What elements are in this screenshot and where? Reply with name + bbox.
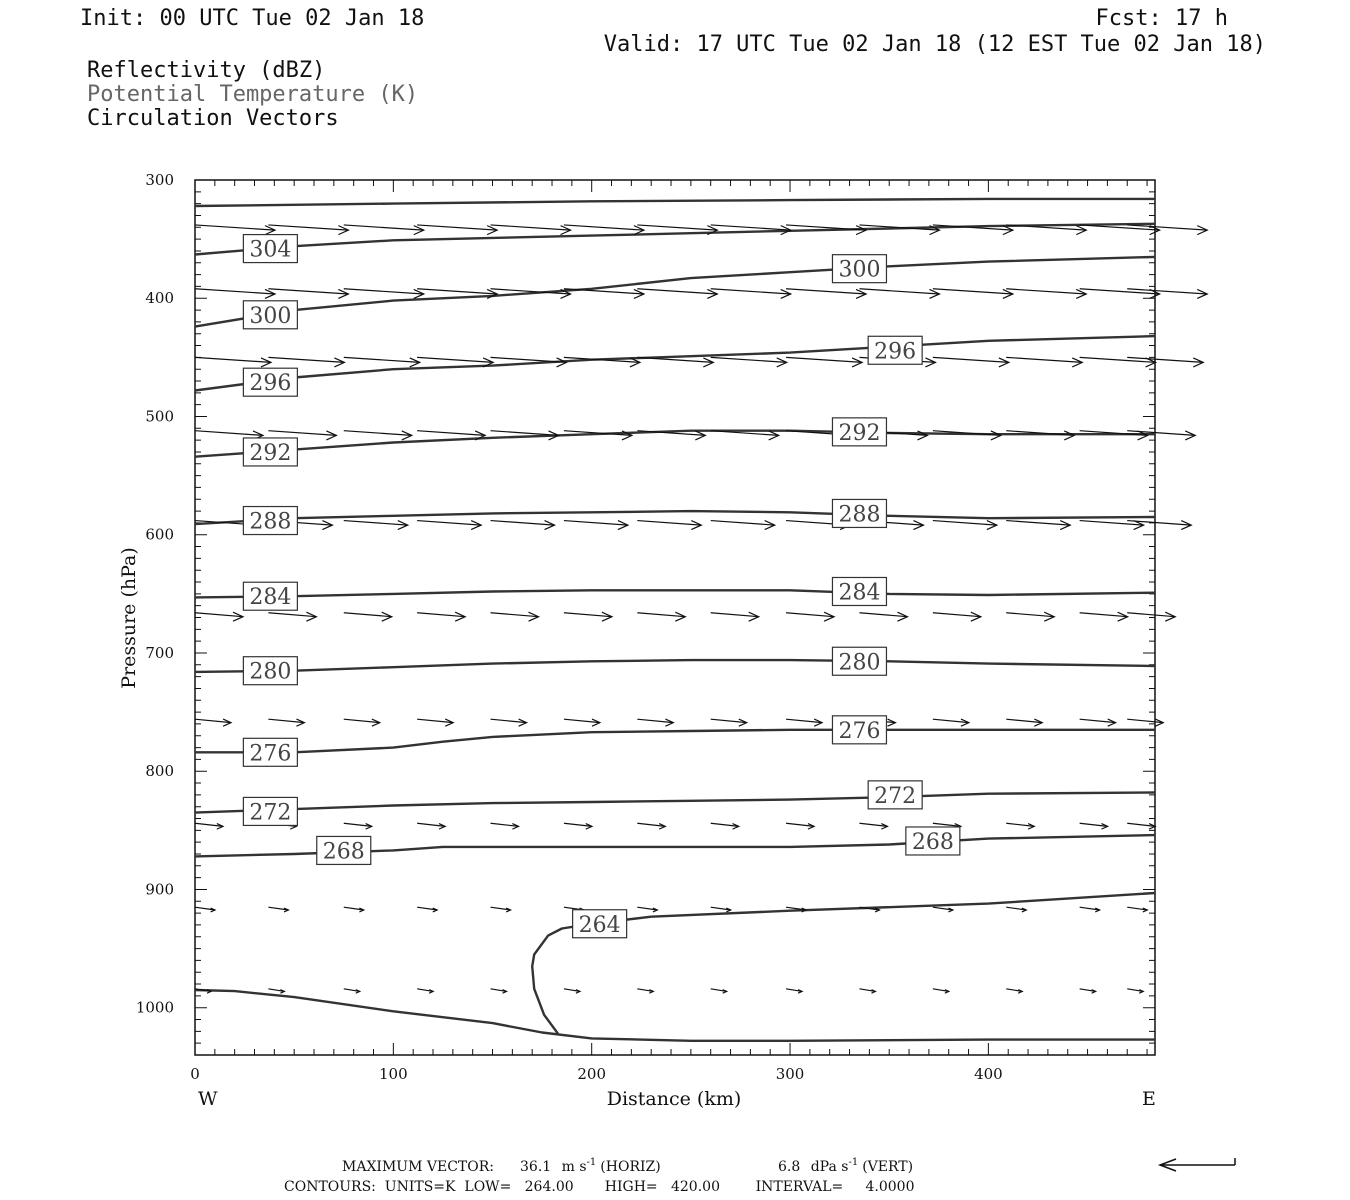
field-legend-item: Reflectivity (dBZ) bbox=[87, 58, 326, 83]
vector-arrow bbox=[1006, 823, 1034, 829]
vector-arrow bbox=[344, 823, 372, 829]
vert-value: 6.8 bbox=[778, 1159, 801, 1175]
vector-arrow bbox=[1080, 521, 1144, 530]
contour-label-text: 268 bbox=[911, 829, 954, 855]
vector-arrow bbox=[711, 823, 739, 829]
vector-arrow bbox=[786, 719, 822, 726]
contour-label-text: 284 bbox=[838, 580, 881, 606]
contour-label-280 bbox=[243, 657, 297, 685]
contour-labels bbox=[243, 235, 959, 938]
vector-arrow bbox=[417, 989, 433, 993]
vector-arrow bbox=[344, 989, 360, 993]
x-tick-label: 0 bbox=[190, 1065, 200, 1083]
horiz-units: m s bbox=[561, 1159, 587, 1175]
y-tick-label: 500 bbox=[145, 407, 174, 426]
contour-308 bbox=[195, 199, 1155, 206]
plot-frame bbox=[195, 180, 1155, 1055]
vector-arrow bbox=[711, 907, 731, 912]
contour-label-text: 300 bbox=[838, 257, 881, 283]
contour-label-text: 272 bbox=[249, 800, 292, 826]
vector-arrow bbox=[417, 225, 497, 235]
vector-arrow bbox=[195, 225, 275, 235]
vert-tag: (VERT) bbox=[862, 1159, 914, 1175]
vector-arrow bbox=[195, 289, 275, 299]
vector-arrow bbox=[786, 357, 862, 367]
x-tick-label: 100 bbox=[379, 1065, 408, 1083]
vector-arrow bbox=[344, 907, 364, 912]
contour-label-296 bbox=[243, 368, 297, 396]
vector-arrow bbox=[564, 989, 580, 993]
forecast-hour: Fcst: 17 h bbox=[1095, 6, 1228, 31]
vector-arrow bbox=[1080, 612, 1128, 621]
circulation-vectors bbox=[195, 225, 1207, 993]
vector-arrow bbox=[417, 823, 445, 829]
y-tick-label: 300 bbox=[145, 171, 174, 189]
x-axis bbox=[190, 1065, 1002, 1083]
vector-arrow bbox=[1127, 225, 1207, 235]
vector-arrow bbox=[637, 612, 685, 621]
y-tick-label: 700 bbox=[145, 643, 174, 662]
init-time: Init: 00 UTC Tue 02 Jan 18 bbox=[80, 6, 425, 31]
max-vector-line bbox=[342, 1157, 913, 1175]
y-tick-label: 1000 bbox=[135, 998, 174, 1017]
contour-label-text: 288 bbox=[838, 502, 881, 528]
contour-304 bbox=[195, 224, 1155, 255]
contour-284 bbox=[195, 590, 1155, 597]
vector-arrow bbox=[786, 289, 866, 299]
vector-arrow bbox=[491, 225, 571, 235]
horiz-exp: -1 bbox=[586, 1157, 597, 1168]
x-tick-label: 200 bbox=[577, 1065, 607, 1083]
contour-label-text: 280 bbox=[838, 650, 881, 676]
vector-arrow bbox=[637, 719, 673, 726]
vector-arrow bbox=[417, 612, 465, 621]
vector-arrow bbox=[491, 823, 519, 829]
vector-arrow bbox=[1006, 989, 1022, 993]
vector-arrow bbox=[1006, 907, 1026, 912]
contour-276 bbox=[195, 730, 1155, 753]
vector-arrow bbox=[711, 431, 779, 440]
vector-arrow bbox=[195, 719, 231, 726]
vector-arrow bbox=[1080, 907, 1100, 912]
vector-arrow bbox=[637, 823, 665, 829]
vector-arrow bbox=[344, 612, 392, 621]
vector-arrow bbox=[344, 225, 424, 235]
vector-arrow bbox=[1127, 989, 1143, 993]
contour-label-284 bbox=[243, 582, 297, 610]
contour-label-text: 296 bbox=[249, 371, 292, 397]
vector-arrow bbox=[491, 612, 539, 621]
y-tick-label: 600 bbox=[145, 525, 174, 544]
vector-arrow bbox=[1006, 289, 1086, 299]
vector-arrow bbox=[1006, 612, 1054, 621]
contour-label-272 bbox=[243, 797, 297, 825]
contour-260 bbox=[195, 990, 1155, 1041]
vector-arrow bbox=[637, 289, 717, 299]
x-tick-label: 400 bbox=[974, 1065, 1003, 1083]
contour-label-264 bbox=[573, 910, 627, 938]
horiz-value: 36.1 bbox=[520, 1159, 552, 1175]
vector-arrow bbox=[1006, 719, 1042, 726]
vector-arrow bbox=[268, 612, 316, 621]
contour-label-text: 276 bbox=[838, 718, 881, 744]
vector-arrow bbox=[1006, 357, 1082, 367]
contour-label-text: 296 bbox=[874, 339, 917, 365]
vector-arrow bbox=[786, 989, 802, 993]
east-label: E bbox=[1142, 1088, 1156, 1110]
vector-arrow bbox=[195, 612, 243, 621]
y-tick-label: 800 bbox=[145, 762, 174, 781]
horiz-tag: (HORIZ) bbox=[600, 1159, 661, 1175]
contour-label-304 bbox=[243, 235, 297, 263]
vector-arrow bbox=[933, 289, 1013, 299]
vector-arrow bbox=[637, 989, 653, 993]
vector-arrow bbox=[564, 521, 628, 530]
vector-arrow bbox=[564, 612, 612, 621]
field-legend-item: Potential Temperature (K) bbox=[87, 82, 419, 107]
vert-exp: -1 bbox=[848, 1157, 859, 1168]
vector-arrow bbox=[1127, 907, 1147, 912]
contour-label-292 bbox=[243, 438, 297, 466]
vector-arrow bbox=[1127, 612, 1175, 621]
vector-arrow bbox=[786, 823, 814, 829]
vector-arrow bbox=[786, 612, 834, 621]
contour-272 bbox=[195, 793, 1155, 813]
contour-label-280 bbox=[832, 647, 886, 675]
contour-label-text: 272 bbox=[874, 783, 917, 809]
y-tick-label: 400 bbox=[145, 289, 174, 308]
vector-arrow bbox=[711, 612, 759, 621]
vector-arrow bbox=[491, 521, 555, 530]
vector-arrow bbox=[1127, 289, 1207, 299]
vector-arrow bbox=[933, 719, 969, 726]
y-tick-label: 900 bbox=[145, 880, 174, 899]
vector-arrow bbox=[933, 357, 1009, 367]
theta-contours bbox=[195, 199, 1155, 1041]
vector-arrow bbox=[933, 907, 953, 912]
vector-arrow bbox=[859, 989, 875, 993]
contour-288 bbox=[195, 511, 1155, 524]
x-axis-title: Distance (km) bbox=[606, 1088, 742, 1110]
contour-label-268 bbox=[906, 827, 960, 855]
vector-arrow bbox=[637, 521, 701, 530]
max-vector-label: MAXIMUM VECTOR: bbox=[342, 1159, 494, 1175]
vector-arrow bbox=[564, 719, 600, 726]
contour-280 bbox=[195, 660, 1155, 672]
field-legend bbox=[87, 58, 418, 131]
contours-info: CONTOURS: UNITS=K LOW= 264.00 HIGH= 420.00 INTERVAL= 4.0000 bbox=[284, 1179, 915, 1195]
vector-arrow bbox=[711, 719, 747, 726]
vector-arrow bbox=[268, 719, 304, 726]
contour-label-288 bbox=[243, 507, 297, 535]
vector-arrow bbox=[933, 612, 981, 621]
valid-time: Valid: 17 UTC Tue 02 Jan 18 (12 EST Tue 02 Jan 18) bbox=[603, 32, 1266, 57]
vector-arrow bbox=[859, 289, 939, 299]
vector-arrow bbox=[1080, 719, 1116, 726]
vector-arrow bbox=[933, 431, 1001, 440]
vector-arrow bbox=[564, 823, 592, 829]
vector-arrow bbox=[1127, 719, 1163, 726]
vector-arrow bbox=[268, 989, 284, 993]
vector-arrow bbox=[344, 431, 412, 440]
contour-label-300 bbox=[243, 301, 297, 329]
vector-arrow bbox=[491, 907, 511, 912]
vector-arrow bbox=[933, 521, 997, 530]
contour-label-276 bbox=[832, 716, 886, 744]
vector-arrow bbox=[1127, 357, 1203, 367]
contour-label-text: 284 bbox=[249, 585, 292, 611]
vert-units: dPa s bbox=[810, 1159, 849, 1175]
vector-arrow bbox=[711, 989, 727, 993]
vector-arrow bbox=[859, 823, 887, 829]
vector-arrow bbox=[417, 521, 481, 530]
contour-label-text: 292 bbox=[838, 420, 881, 446]
west-label: W bbox=[198, 1088, 218, 1110]
vector-arrow bbox=[711, 289, 791, 299]
contour-label-text: 292 bbox=[249, 440, 292, 466]
vector-arrow bbox=[344, 289, 424, 299]
contour-label-text: 280 bbox=[249, 659, 292, 685]
reference-vector-arrow bbox=[1160, 1158, 1235, 1171]
contour-label-268 bbox=[317, 836, 371, 864]
contour-label-272 bbox=[868, 781, 922, 809]
contour-label-296 bbox=[868, 336, 922, 364]
vector-arrow bbox=[268, 289, 348, 299]
vector-arrow bbox=[491, 989, 507, 993]
contour-label-300 bbox=[832, 255, 886, 283]
x-tick-label: 300 bbox=[775, 1065, 805, 1083]
vector-arrow bbox=[344, 357, 420, 367]
vector-arrow bbox=[195, 907, 215, 912]
contour-label-text: 288 bbox=[249, 509, 292, 535]
vector-arrow bbox=[1006, 521, 1070, 530]
vector-arrow bbox=[417, 719, 453, 726]
vector-arrow bbox=[711, 357, 787, 367]
vector-arrow bbox=[417, 907, 437, 912]
vector-arrow bbox=[195, 357, 271, 367]
vector-arrow bbox=[268, 907, 288, 912]
vector-arrow bbox=[344, 521, 408, 530]
contour-label-284 bbox=[832, 577, 886, 605]
minor-ticks bbox=[195, 180, 1155, 1055]
vector-arrow bbox=[933, 989, 949, 993]
vector-arrow bbox=[859, 612, 907, 621]
vector-arrow bbox=[637, 907, 657, 912]
vector-arrow bbox=[268, 357, 344, 367]
y-axis bbox=[136, 171, 174, 1017]
field-legend-item: Circulation Vectors bbox=[87, 106, 339, 131]
contour-label-text: 304 bbox=[249, 237, 292, 263]
vector-arrow bbox=[1080, 989, 1096, 993]
contour-label-288 bbox=[832, 499, 886, 527]
vector-arrow bbox=[1127, 823, 1155, 829]
contour-label-292 bbox=[832, 418, 886, 446]
vector-arrow bbox=[1080, 823, 1108, 829]
vector-arrow bbox=[564, 225, 644, 235]
vector-arrow bbox=[491, 719, 527, 726]
y-axis-title: Pressure (hPa) bbox=[118, 547, 140, 689]
contour-296 bbox=[195, 336, 1155, 390]
contour-label-text: 268 bbox=[322, 839, 365, 865]
vector-arrow bbox=[344, 719, 380, 726]
contour-label-text: 276 bbox=[249, 741, 292, 767]
vector-arrow bbox=[195, 823, 223, 829]
vector-arrow bbox=[268, 225, 348, 235]
contour-292 bbox=[195, 431, 1155, 457]
contour-label-text: 300 bbox=[249, 303, 292, 329]
vector-arrow bbox=[711, 521, 775, 530]
contour-label-276 bbox=[243, 738, 297, 766]
contour-label-text: 264 bbox=[578, 912, 621, 938]
